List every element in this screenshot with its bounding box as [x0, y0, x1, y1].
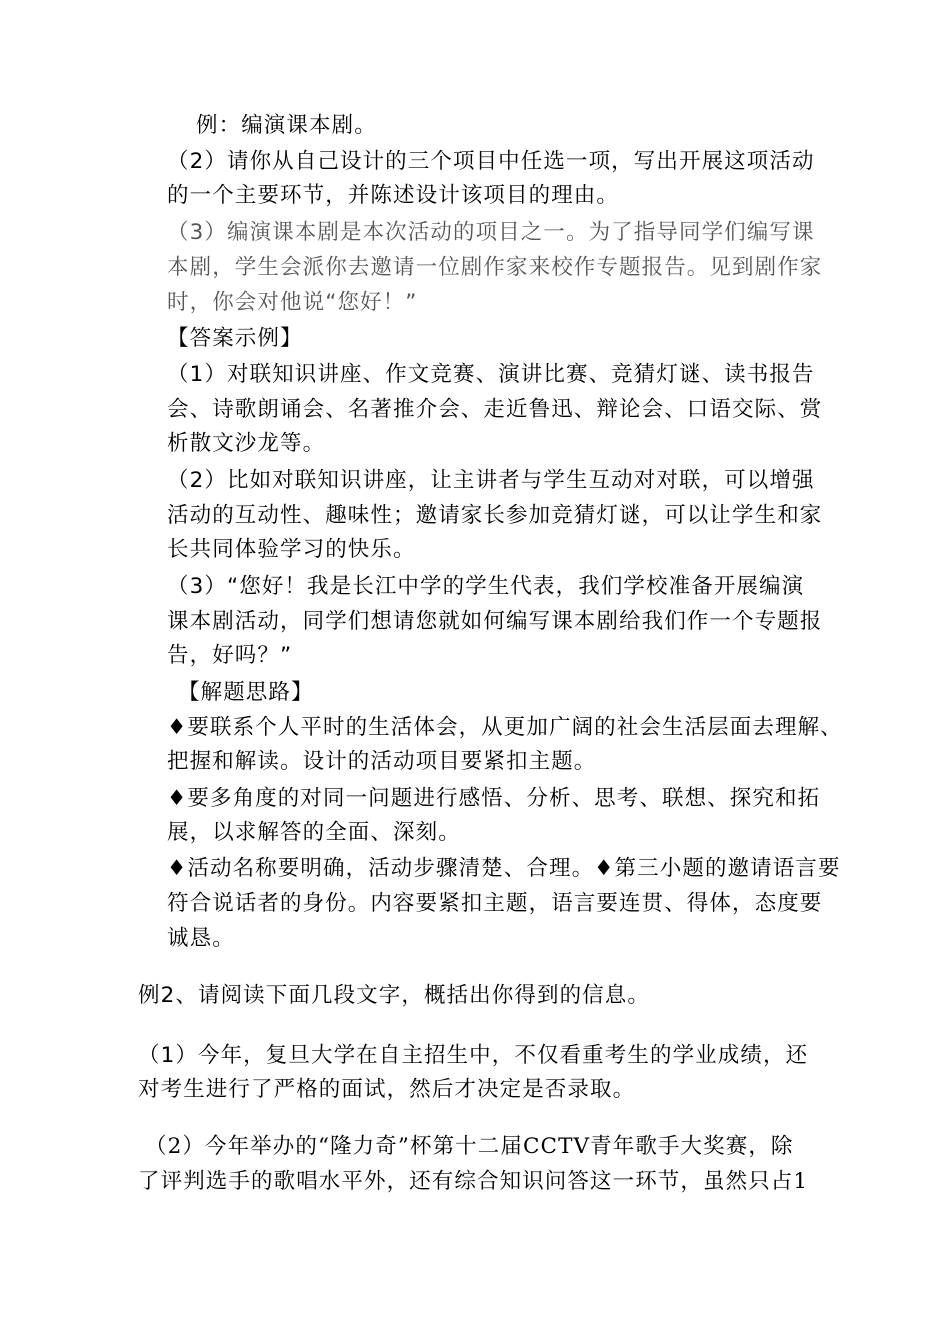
answer-1-line-1: （1）对联知识讲座、作文竞赛、演讲比赛、竞猜灯谜、读书报告	[167, 362, 815, 387]
passage-1-line-1: （1）今年，复旦大学在自主招生中，不仅看重考生的学业成绩，还	[138, 1043, 809, 1068]
example-line: 例：编演课本剧。	[196, 113, 377, 138]
analysis-1-line-1: ♦要联系个人平时的生活体会，从更加广阔的社会生活层面去理解、	[167, 715, 843, 740]
passage-1-line-2: 对考生进行了严格的面试，然后才决定是否录取。	[138, 1077, 636, 1102]
answer-3-line-3: 告，好吗？”	[167, 643, 293, 668]
analysis-2-line-1: ♦要多角度的对同一问题进行感悟、分析、思考、联想、探究和拓	[167, 786, 821, 811]
analysis-3-line-1: ♦活动名称要明确，活动步骤清楚、合理。♦第三小题的邀请语言要	[167, 856, 841, 881]
question-3-line-1: （3）编演课本剧是本次活动的项目之一。为了指导同学们编写课	[167, 220, 815, 245]
analysis-1-line-2: 把握和解读。设计的活动项目要紧扣主题。	[167, 749, 597, 774]
analysis-heading: 【解题思路】	[178, 680, 314, 705]
answer-1-line-2: 会、诗歌朗诵会、名著推介会、走近鲁迅、辩论会、口语交际、赏	[167, 397, 823, 422]
question-2-line-2: 的一个主要环节，并陈述设计该项目的理由。	[167, 183, 620, 208]
answer-heading: 【答案示例】	[167, 326, 303, 351]
question-2-line-1: （2）请你从自己设计的三个项目中任选一项，写出开展这项活动	[167, 149, 815, 174]
analysis-3-line-3: 诚恳。	[167, 926, 235, 951]
passage-2-line-2: 了评判选手的歌唱水平外，还有综合知识问答这一环节，虽然只占1	[138, 1169, 809, 1194]
answer-2-line-2: 活动的互动性、趣味性；邀请家长参加竞猜灯谜，可以让学生和家	[167, 503, 823, 528]
answer-3-line-1: （3）“您好！我是长江中学的学生代表，我们学校准备开展编演	[167, 574, 805, 599]
answer-1-line-3: 析散文沙龙等。	[167, 431, 326, 456]
question-3-line-2: 本剧，学生会派你去邀请一位剧作家来校作专题报告。见到剧作家	[167, 255, 823, 280]
analysis-2-line-2: 展，以求解答的全面、深刻。	[167, 820, 461, 845]
answer-2-line-1: （2）比如对联知识讲座，让主讲者与学生互动对对联，可以增强	[167, 468, 815, 493]
answer-3-line-2: 课本剧活动，同学们想请您就如何编写课本剧给我们作一个专题报	[167, 609, 823, 634]
analysis-3-line-2: 符合说话者的身份。内容要紧扣主题，语言要连贯、得体，态度要	[167, 891, 823, 916]
example-2-prompt: 例2、请阅读下面几段文字，概括出你得到的信息。	[138, 983, 650, 1008]
passage-2-line-1: （2）今年举办的“隆力奇”杯第十二届CCTV青年歌手大奖赛，除	[145, 1134, 794, 1159]
question-3-line-3: 时，你会对他说“您好！”	[167, 290, 418, 315]
answer-2-line-3: 长共同体验学习的快乐。	[167, 537, 416, 562]
